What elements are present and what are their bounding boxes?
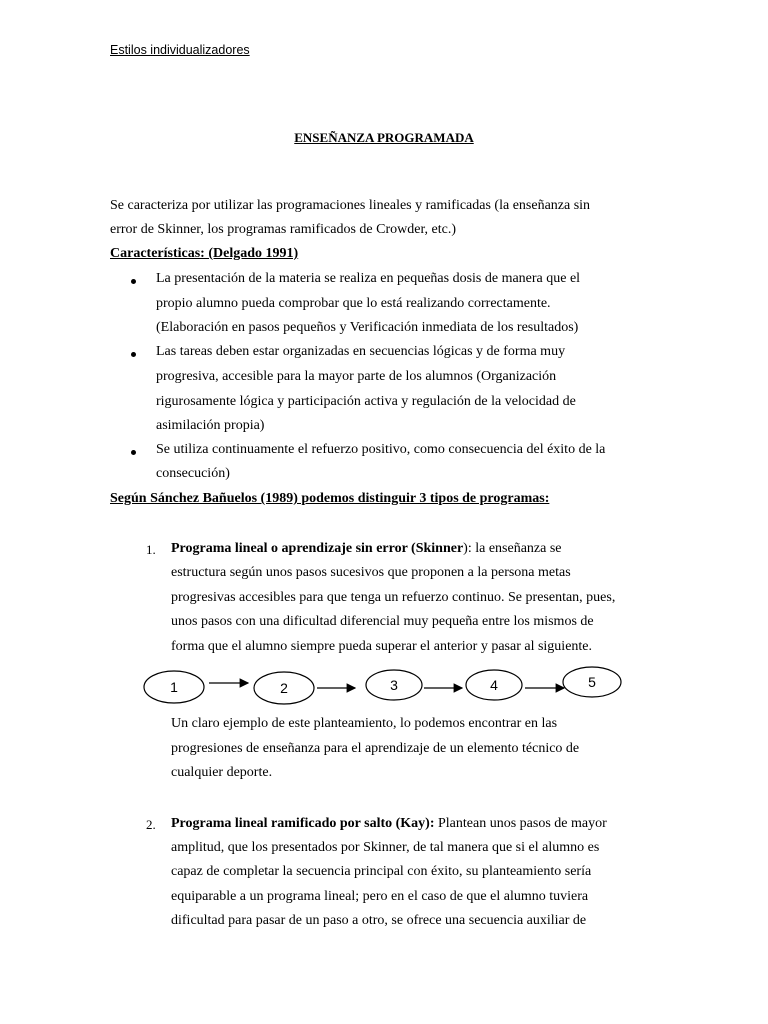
program-line: capaz de completar la secuencia principal con éxito, su planteamiento sería <box>171 864 592 879</box>
bullet-icon <box>131 450 136 455</box>
program-first-line <box>171 541 562 557</box>
step-node <box>563 667 621 697</box>
svg-text:2: 2 <box>280 680 288 696</box>
program-text: ): la enseñanza se <box>463 541 562 556</box>
program-line: progresivas accesibles para que tenga un refuerzo continuo. Se presentan, pues, <box>171 590 616 605</box>
program-text: Plantean unos pasos de mayor <box>434 816 607 831</box>
page-header: Estilos individualizadores <box>110 43 250 57</box>
bullet-line: consecución) <box>156 466 230 481</box>
bullet-icon <box>131 279 136 284</box>
bullet-line: propio alumno pueda comprobar que lo está realizando correctamente. <box>156 296 551 311</box>
program-line: unos pasos con una dificultad diferencial muy pequeña entre los mismos de <box>171 614 594 629</box>
program-line: equiparable a un programa lineal; pero en el caso de que el alumno tuviera <box>171 889 589 904</box>
program-after-line: cualquier deporte. <box>171 765 273 780</box>
step-node <box>144 671 204 703</box>
types-heading: Según Sánchez Bañuelos (1989) podemos distinguir 3 tipos de programas: <box>110 491 550 506</box>
step-node <box>466 670 522 700</box>
bullet-line: (Elaboración en pasos pequeños y Verificación inmediata de los resultados) <box>156 320 579 335</box>
intro-line: error de Skinner, los programas ramificados de Crowder, etc.) <box>110 222 457 237</box>
document-title: ENSEÑANZA PROGRAMADA <box>294 130 474 145</box>
characteristics-heading: Características: (Delgado 1991) <box>110 246 299 261</box>
bullet-line: asimilación propia) <box>156 418 265 433</box>
intro-line: Se caracteriza por utilizar las programaciones lineales y ramificadas (la enseñanza sin <box>110 198 591 213</box>
svg-text:4: 4 <box>490 677 498 693</box>
program-after-line: progresiones de enseñanza para el aprendizaje de un elemento técnico de <box>171 741 580 756</box>
program-title: Programa lineal o aprendizaje sin error (Skinner <box>171 541 464 556</box>
list-number: 2. <box>146 817 156 832</box>
program-line: forma que el alumno siempre pueda superar el anterior y pasar al siguiente. <box>171 639 593 654</box>
bullet-line: Se utiliza continuamente el refuerzo positivo, como consecuencia del éxito de la <box>156 442 606 457</box>
step-node <box>254 672 314 704</box>
program-line: amplitud, que los presentados por Skinner, de tal manera que si el alumno es <box>171 840 600 855</box>
bullet-line: progresiva, accesible para la mayor parte de los alumnos (Organización <box>156 369 557 384</box>
program-line: dificultad para pasar de un paso a otro, se ofrece una secuencia auxiliar de <box>171 913 587 928</box>
step-node <box>366 670 422 700</box>
program-title: Programa lineal ramificado por salto (Kay): <box>171 816 435 831</box>
bullet-line: La presentación de la materia se realiza en pequeñas dosis de manera que el <box>156 271 581 286</box>
list-number: 1. <box>146 542 156 557</box>
bullet-icon <box>131 352 136 357</box>
bullet-line: rigurosamente lógica y participación activa y regulación de la velocidad de <box>156 394 576 409</box>
svg-text:3: 3 <box>390 677 398 693</box>
svg-text:5: 5 <box>588 674 596 690</box>
svg-text:1: 1 <box>170 679 178 695</box>
program-after-line: Un claro ejemplo de este planteamiento, lo podemos encontrar en las <box>171 716 558 731</box>
bullet-line: Las tareas deben estar organizadas en secuencias lógicas y de forma muy <box>156 344 566 359</box>
steps-diagram <box>140 660 660 710</box>
program-first-line <box>171 816 607 832</box>
program-line: estructura según unos pasos sucesivos que proponen a la persona metas <box>171 565 571 580</box>
